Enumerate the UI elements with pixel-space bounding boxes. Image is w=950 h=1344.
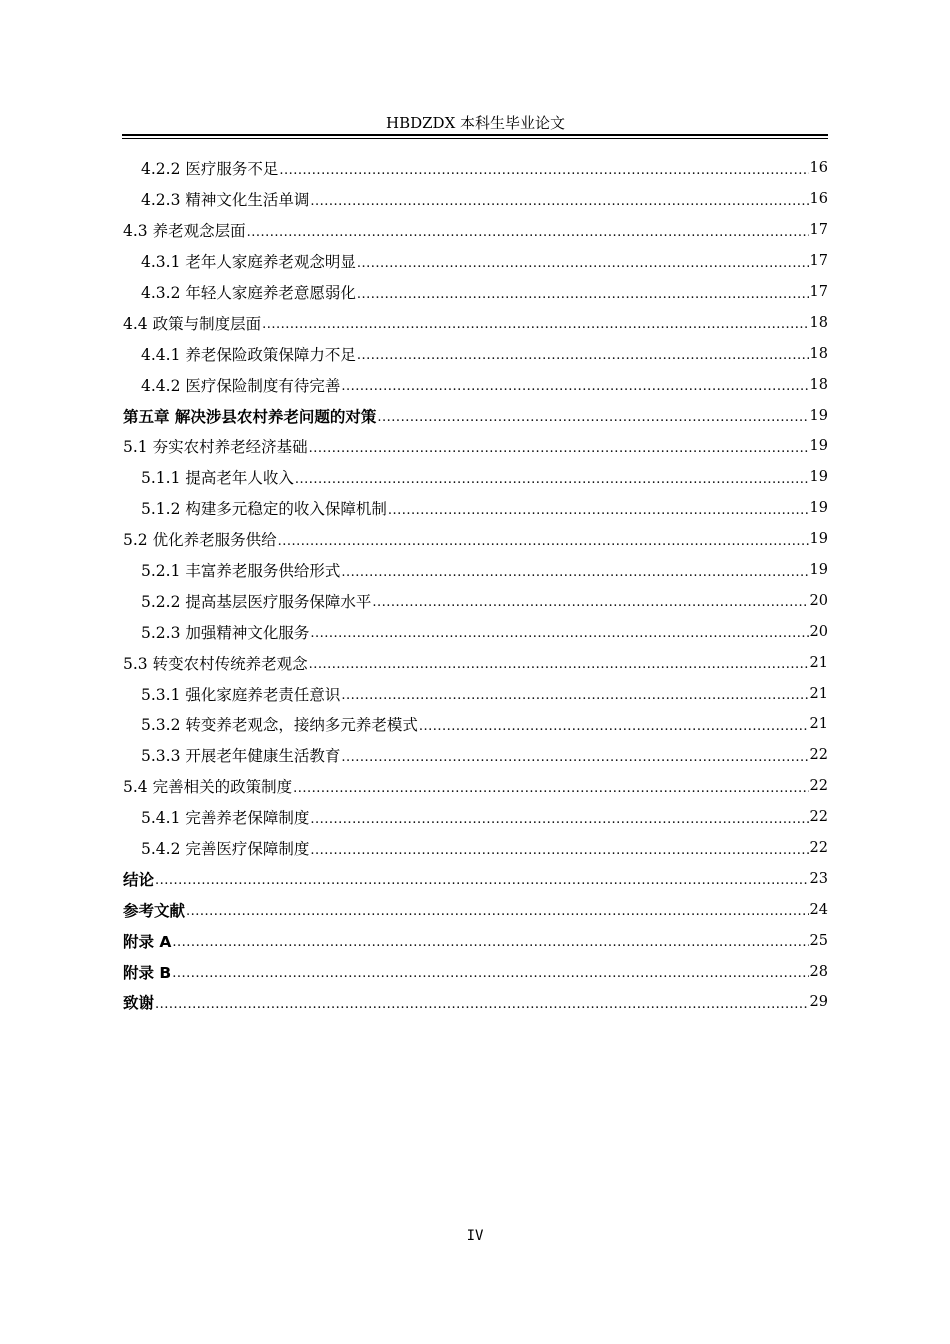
toc-entry-title: 5.3.1 强化家庭养老责任意识: [141, 685, 341, 704]
toc-entry[interactable]: [123, 833, 828, 864]
toc-leader-dots: [372, 595, 808, 610]
toc-entry[interactable]: [123, 307, 828, 338]
toc-entry-page: 17: [809, 222, 828, 239]
toc-entry-page: 20: [809, 623, 828, 640]
toc-entry-page: 19: [809, 407, 828, 424]
toc-entry[interactable]: [123, 678, 828, 709]
toc-entry-title: 5.2.3 加强精神文化服务: [141, 623, 310, 642]
toc-leader-dots: [310, 626, 808, 641]
toc-leader-dots: [309, 657, 809, 672]
toc-entry-title: 4.3 养老观念层面: [123, 222, 246, 241]
toc-entry-page: 28: [809, 963, 828, 980]
toc-entry[interactable]: [123, 956, 828, 987]
toc-entry[interactable]: [123, 555, 828, 586]
toc-leader-dots: [309, 441, 809, 456]
toc-entry-title: 5.1.2 构建多元稳定的收入保障机制: [141, 500, 387, 519]
toc-entry-title: 5.1 夯实农村养老经济基础: [123, 438, 308, 457]
toc-entry[interactable]: [123, 277, 828, 308]
toc-entry[interactable]: [123, 894, 828, 925]
toc-entry[interactable]: [123, 524, 828, 555]
toc-entry-page: 22: [809, 840, 828, 857]
toc-leader-dots: [186, 904, 809, 919]
toc-leader-dots: [155, 873, 809, 888]
toc-leader-dots: [279, 163, 808, 178]
toc-entry-page: 22: [809, 747, 828, 764]
toc-entry-page: 19: [809, 438, 828, 455]
toc-leader-dots: [388, 503, 809, 518]
toc-entry[interactable]: [123, 215, 828, 246]
header-rule-thin: [122, 138, 828, 139]
toc-entry[interactable]: [123, 400, 828, 431]
toc-entry-title: 参考文献: [123, 901, 186, 920]
header-rule-thick: [122, 134, 828, 136]
toc-leader-dots: [310, 812, 808, 827]
toc-entry-title: 5.4.2 完善医疗保障制度: [141, 840, 310, 859]
toc-entry-page: 21: [809, 716, 828, 733]
toc-entry[interactable]: [123, 802, 828, 833]
toc-leader-dots: [247, 225, 809, 240]
toc-entry-title: 4.3.2 年轻人家庭养老意愿弱化: [141, 284, 356, 302]
toc-leader-dots: [155, 997, 809, 1012]
toc-leader-dots: [377, 410, 808, 425]
toc-entry-page: 16: [809, 191, 828, 208]
toc-entry[interactable]: [123, 987, 828, 1018]
toc-leader-dots: [293, 781, 808, 796]
toc-entry[interactable]: [123, 431, 828, 462]
running-header: HBDZDX 本科生毕业论文: [385, 114, 566, 132]
toc-entry[interactable]: [123, 616, 828, 647]
toc-entry-title: 4.2.2 医疗服务不足: [141, 160, 279, 179]
toc-leader-dots: [278, 534, 809, 549]
toc-entry-page: 18: [809, 376, 828, 393]
toc-entry-page: 18: [809, 314, 828, 331]
toc-leader-dots: [357, 348, 809, 363]
toc-entry[interactable]: [123, 153, 828, 184]
toc-leader-dots: [262, 317, 808, 332]
toc-entry-page: 24: [809, 901, 828, 918]
toc-entry-page: 19: [809, 531, 828, 548]
toc-leader-dots: [341, 379, 808, 394]
toc-entry-page: 20: [809, 592, 828, 609]
toc-entry-title: 5.3.2 转变养老观念，接纳多元养老模式: [141, 716, 418, 735]
toc-entry-page: 21: [809, 685, 828, 702]
toc-entry[interactable]: [123, 462, 828, 493]
toc-entry-title: 4.2.3 精神文化生活单调: [141, 191, 310, 210]
toc-entry-title: 第五章 解决涉县农村养老问题的对策: [123, 407, 377, 426]
toc-entry-title: 4.4.2 医疗保险制度有待完善: [141, 376, 341, 395]
toc-leader-dots: [341, 750, 808, 765]
toc-entry[interactable]: [123, 493, 828, 524]
toc-entry-title: 附录 A: [123, 932, 172, 951]
toc-entry[interactable]: [123, 585, 828, 616]
toc-leader-dots: [357, 287, 809, 302]
toc-entry[interactable]: [123, 709, 828, 740]
toc-entry-title: 5.2 优化养老服务供给: [123, 531, 277, 550]
toc-entry-page: 19: [809, 469, 828, 486]
toc-entry-title: 5.4.1 完善养老保障制度: [141, 809, 310, 828]
toc-leader-dots: [310, 194, 808, 209]
toc-entry[interactable]: [123, 338, 828, 369]
toc-entry-title: 结论: [123, 870, 155, 889]
toc-entry[interactable]: [123, 863, 828, 894]
toc-entry-title: 附录 B: [123, 963, 172, 982]
toc-entry-title: 5.4 完善相关的政策制度: [123, 778, 293, 797]
toc-entry-title: 5.2.2 提高基层医疗服务保障水平: [141, 592, 372, 611]
toc-entry-title: 4.3.1 老年人家庭养老观念明显: [141, 253, 356, 272]
toc-leader-dots: [172, 935, 808, 950]
toc-leader-dots: [341, 565, 808, 580]
toc-entry[interactable]: [123, 647, 828, 678]
toc-entry-page: 16: [809, 160, 828, 177]
toc-leader-dots: [357, 256, 809, 271]
toc-entry-page: 29: [809, 994, 828, 1011]
toc-entry-page: 23: [809, 870, 828, 887]
toc-entry-page: 22: [809, 809, 828, 826]
toc-entry-title: 4.4 政策与制度层面: [123, 314, 262, 333]
page-number: IV: [466, 1228, 484, 1244]
toc-entry[interactable]: [123, 184, 828, 215]
toc-leader-dots: [172, 966, 808, 981]
toc-entry-title: 4.4.1 养老保险政策保障力不足: [141, 345, 356, 364]
toc-entry[interactable]: [123, 740, 828, 771]
toc-leader-dots: [310, 843, 808, 858]
toc-entry-page: 19: [809, 562, 828, 579]
toc-entry-title: 5.3.3 开展老年健康生活教育: [141, 747, 341, 766]
toc-entry-page: 17: [809, 253, 828, 270]
toc-entry-page: 17: [809, 284, 828, 300]
toc-entry-page: 22: [809, 778, 828, 795]
toc-entry-title: 致谢: [123, 994, 155, 1013]
toc-entry-title: 5.3 转变农村传统养老观念: [123, 654, 308, 673]
toc-entry-page: 18: [809, 345, 828, 362]
toc-entry-page: 19: [809, 500, 828, 517]
toc-entry[interactable]: [123, 246, 828, 277]
toc-entry-title: 5.2.1 丰富养老服务供给形式: [141, 562, 341, 581]
toc-entry-page: 25: [809, 932, 828, 949]
toc-entry[interactable]: [123, 925, 828, 956]
toc-entry-title: 5.1.1 提高老年人收入: [141, 469, 294, 488]
table-of-contents: [123, 153, 828, 1018]
toc-entry[interactable]: [123, 771, 828, 802]
toc-entry[interactable]: [123, 369, 828, 400]
toc-leader-dots: [295, 472, 809, 487]
toc-leader-dots: [341, 688, 808, 703]
toc-leader-dots: [419, 719, 809, 734]
toc-entry-page: 21: [809, 654, 828, 671]
